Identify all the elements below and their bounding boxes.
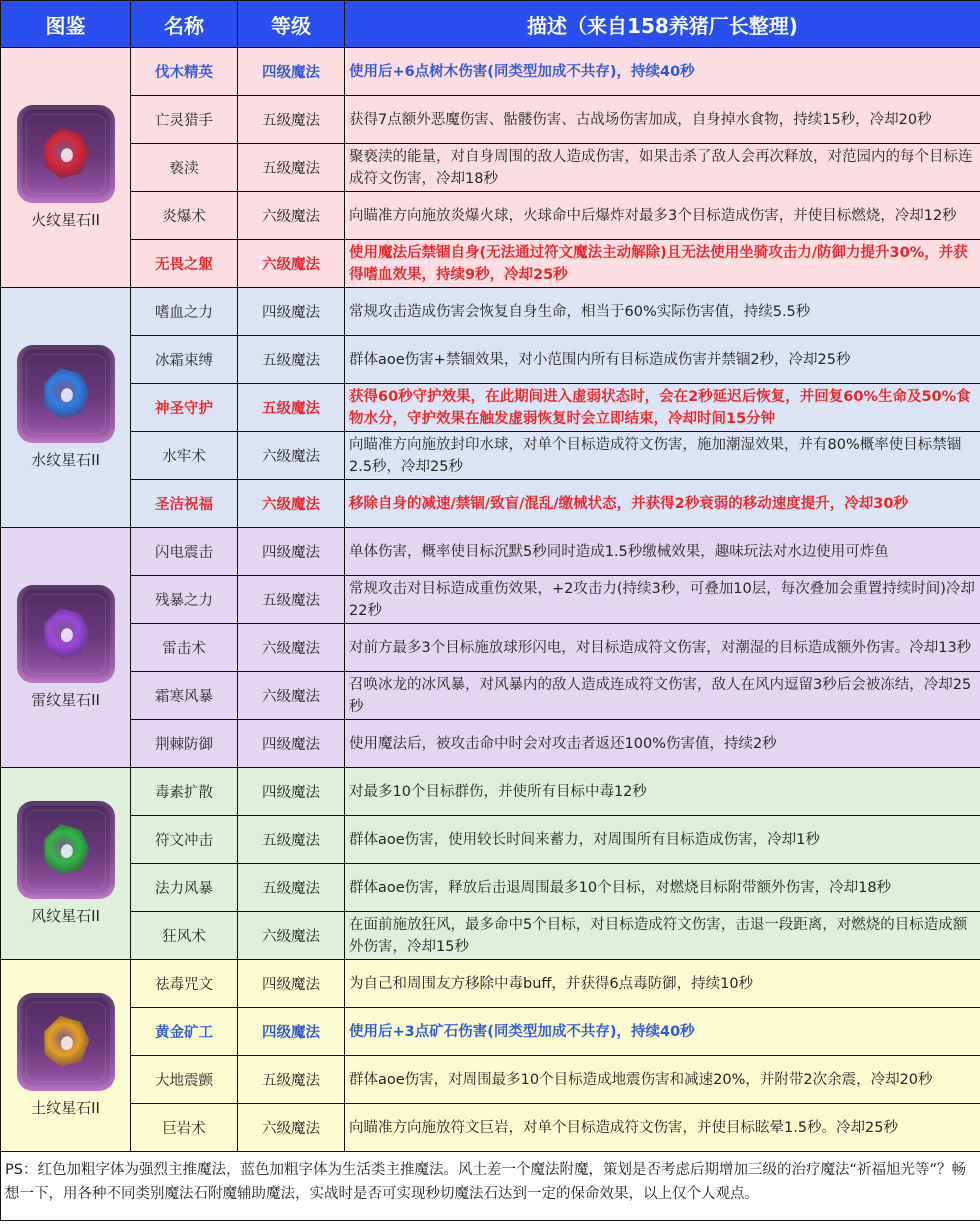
spell-desc: 获得60秒守护效果，在此期间进入虚弱状态时，会在2秒延迟后恢复，并回复60%生命及50%食物水分，守护效果在触发虚弱恢复时会立即结束，冷却时间15分钟 — [345, 384, 980, 432]
header-level: 等级 — [238, 1, 345, 48]
spell-name: 无畏之躯 — [131, 240, 238, 288]
table-row — [1, 384, 980, 432]
spell-desc: 向瞄准方向施放符文巨岩，对单个目标造成符文伤害，并使目标眩晕1.5秒。冷却25秒 — [345, 1104, 980, 1152]
spell-desc: 使用后+6点树木伤害(同类型加成不共存)，持续40秒 — [345, 48, 980, 96]
thunder-gem-icon — [17, 585, 115, 683]
spell-level: 四级魔法 — [238, 528, 345, 576]
table-row — [1, 288, 980, 336]
spell-level: 四级魔法 — [238, 288, 345, 336]
table-row — [1, 912, 980, 960]
spell-level: 六级魔法 — [238, 432, 345, 480]
spell-desc: 使用魔法后禁锢自身(无法通过符文魔法主动解除)且无法使用坐骑攻击力/防御力提升30%，并获得嗜血效果，持续9秒，冷却25秒 — [345, 240, 980, 288]
header-desc: 描述（来自158养猪厂长整理) — [345, 1, 980, 48]
spell-desc: 使用魔法后，被攻击命中时会对攻击者返还100%伤害值，持续2秒 — [345, 720, 980, 768]
spell-name: 巨岩术 — [131, 1104, 238, 1152]
stone-cell — [1, 288, 131, 528]
spell-desc: 在面前施放狂风，最多命中5个目标，对目标造成符文伤害，击退一段距离，对燃烧的目标造成额外伤害，冷却15秒 — [345, 912, 980, 960]
spell-desc: 召唤冰龙的冰风暴，对风暴内的敌人造成连成符文伤害，敌人在风内逗留3秒后会被冻结，冷却25秒 — [345, 672, 980, 720]
table-row — [1, 816, 980, 864]
table-row — [1, 336, 980, 384]
spell-name: 法力风暴 — [131, 864, 238, 912]
stone-wrap — [1, 585, 130, 710]
spell-name: 冰霜束缚 — [131, 336, 238, 384]
spell-name: 祛毒咒文 — [131, 960, 238, 1008]
spell-level: 四级魔法 — [238, 960, 345, 1008]
stone-wrap — [1, 345, 130, 470]
spell-name: 残暴之力 — [131, 576, 238, 624]
spell-name: 圣洁祝福 — [131, 480, 238, 528]
spell-name: 水牢术 — [131, 432, 238, 480]
table-row — [1, 768, 980, 816]
table-row — [1, 48, 980, 96]
spell-level: 五级魔法 — [238, 816, 345, 864]
stone-label: 土纹星石II — [31, 1099, 100, 1117]
spell-level: 六级魔法 — [238, 624, 345, 672]
spell-name: 大地震颤 — [131, 1056, 238, 1104]
spell-level: 六级魔法 — [238, 672, 345, 720]
table-row — [1, 1008, 980, 1056]
spell-level: 五级魔法 — [238, 144, 345, 192]
spell-level: 四级魔法 — [238, 720, 345, 768]
table-row — [1, 96, 980, 144]
spell-desc: 常规攻击造成伤害会恢复自身生命，相当于60%实际伤害值，持续5.5秒 — [345, 288, 980, 336]
stone-cell — [1, 960, 131, 1152]
header-stone: 图鉴 — [1, 1, 131, 48]
spell-desc: 向瞄准方向施放炎爆火球，火球命中后爆炸对最多3个目标造成伤害，并使目标燃烧，冷却12秒 — [345, 192, 980, 240]
spell-level: 六级魔法 — [238, 480, 345, 528]
spell-name: 黄金矿工 — [131, 1008, 238, 1056]
table-row — [1, 1056, 980, 1104]
spell-name: 炎爆术 — [131, 192, 238, 240]
wind-gem-icon — [17, 801, 115, 899]
stone-label: 雷纹星石II — [31, 691, 100, 709]
stone-cell — [1, 768, 131, 960]
spell-name: 神圣守护 — [131, 384, 238, 432]
spell-name: 伐木精英 — [131, 48, 238, 96]
spell-name: 嗜血之力 — [131, 288, 238, 336]
spell-level: 五级魔法 — [238, 336, 345, 384]
spell-level: 五级魔法 — [238, 576, 345, 624]
spell-desc: 对最多10个目标群伤，并使所有目标中毒12秒 — [345, 768, 980, 816]
earth-gem-icon — [17, 993, 115, 1091]
table-row — [1, 528, 980, 576]
table-row — [1, 576, 980, 624]
table-row — [1, 864, 980, 912]
table-body — [1, 48, 980, 1152]
spell-desc: 群体aoe伤害，使用较长时间来蓄力，对周围所有目标造成伤害，冷却1秒 — [345, 816, 980, 864]
spell-level: 六级魔法 — [238, 912, 345, 960]
table-row — [1, 432, 980, 480]
stone-label: 火纹星石II — [31, 211, 100, 229]
table-row — [1, 480, 980, 528]
fire-gem-icon — [17, 105, 115, 203]
table-row — [1, 144, 980, 192]
spell-name: 荆棘防御 — [131, 720, 238, 768]
table-row — [1, 240, 980, 288]
spell-desc: 单体伤害，概率使目标沉默5秒同时造成1.5秒缴械效果，趣味玩法对水边使用可炸鱼 — [345, 528, 980, 576]
stone-wrap — [1, 105, 130, 230]
spell-desc: 向瞄准方向施放封印水球，对单个目标造成符文伤害，施加潮湿效果，并有80%概率使目标禁锢2.5秒，冷却25秒 — [345, 432, 980, 480]
spell-name: 霜寒风暴 — [131, 672, 238, 720]
stone-cell — [1, 528, 131, 768]
spell-level: 六级魔法 — [238, 240, 345, 288]
spell-level: 五级魔法 — [238, 1056, 345, 1104]
spell-level: 六级魔法 — [238, 1104, 345, 1152]
spell-level: 六级魔法 — [238, 192, 345, 240]
water-gem-icon — [17, 345, 115, 443]
spell-name: 狂风术 — [131, 912, 238, 960]
spell-name: 闪电震击 — [131, 528, 238, 576]
spell-desc: 聚亵渎的能量，对自身周围的敌人造成伤害，如果击杀了敌人会再次释放，对范园内的每个目标连成符文伤害，冷却18秒 — [345, 144, 980, 192]
spell-name: 雷击术 — [131, 624, 238, 672]
table-row — [1, 672, 980, 720]
stone-wrap — [1, 801, 130, 926]
spell-level: 五级魔法 — [238, 864, 345, 912]
table-row — [1, 1104, 980, 1152]
spell-desc: 群体aoe伤害+禁锢效果，对小范围内所有目标造成伤害并禁锢2秒，冷却25秒 — [345, 336, 980, 384]
spell-level: 五级魔法 — [238, 96, 345, 144]
spell-name: 亡灵猎手 — [131, 96, 238, 144]
spell-name: 毒素扩散 — [131, 768, 238, 816]
spell-desc: 群体aoe伤害，对周围最多10个目标造成地震伤害和减速20%，并附带2次余震，冷却20秒 — [345, 1056, 980, 1104]
stone-label: 风纹星石II — [31, 907, 100, 925]
table-header-row — [1, 1, 980, 48]
table-row — [1, 720, 980, 768]
stone-wrap — [1, 993, 130, 1118]
spell-desc: 移除自身的减速/禁锢/致盲/混乱/缴械状态，并获得2秒衰弱的移动速度提升，冷却30秒 — [345, 480, 980, 528]
footer-row — [1, 1152, 980, 1221]
stone-label: 水纹星石II — [31, 451, 100, 469]
spell-name: 符文冲击 — [131, 816, 238, 864]
spell-name: 亵渎 — [131, 144, 238, 192]
spell-level: 四级魔法 — [238, 1008, 345, 1056]
footer-note: PS：红色加粗字体为强烈主推魔法，蓝色加粗字体为生活类主推魔法。风土差一个魔法附魔，策划是否考虑后期增加三级的治疗魔法“祈福旭光等”？畅想一下，用各种不同类别魔法石附魔辅助魔法，实战时是否可实现秒切魔法石达到一定的保命效果，以上仅个人观点。 — [1, 1152, 980, 1221]
table-row — [1, 624, 980, 672]
table-row — [1, 192, 980, 240]
table-row — [1, 960, 980, 1008]
spell-desc: 群体aoe伤害，释放后击退周围最多10个目标，对燃烧目标附带额外伤害，冷却18秒 — [345, 864, 980, 912]
spell-desc: 对前方最多3个目标施放球形闪电，对目标造成符文伤害，对潮湿的目标造成额外伤害。冷却13秒 — [345, 624, 980, 672]
spell-level: 五级魔法 — [238, 384, 345, 432]
stone-cell — [1, 48, 131, 288]
spell-desc: 为自己和周围友方移除中毒buff，并获得6点毒防御，持续10秒 — [345, 960, 980, 1008]
spell-desc: 常规攻击对目标造成重伤效果，+2攻击力(持续3秒，可叠加10层，每次叠加会重置持续时间)冷却22秒 — [345, 576, 980, 624]
spell-level: 四级魔法 — [238, 48, 345, 96]
spell-desc: 使用后+3点矿石伤害(同类型加成不共存)，持续40秒 — [345, 1008, 980, 1056]
spell-desc: 获得7点额外恶魔伤害、骷髅伤害、古战场伤害加成，自身掉水食物，持续15秒，冷却20秒 — [345, 96, 980, 144]
spell-level: 四级魔法 — [238, 768, 345, 816]
header-name: 名称 — [131, 1, 238, 48]
